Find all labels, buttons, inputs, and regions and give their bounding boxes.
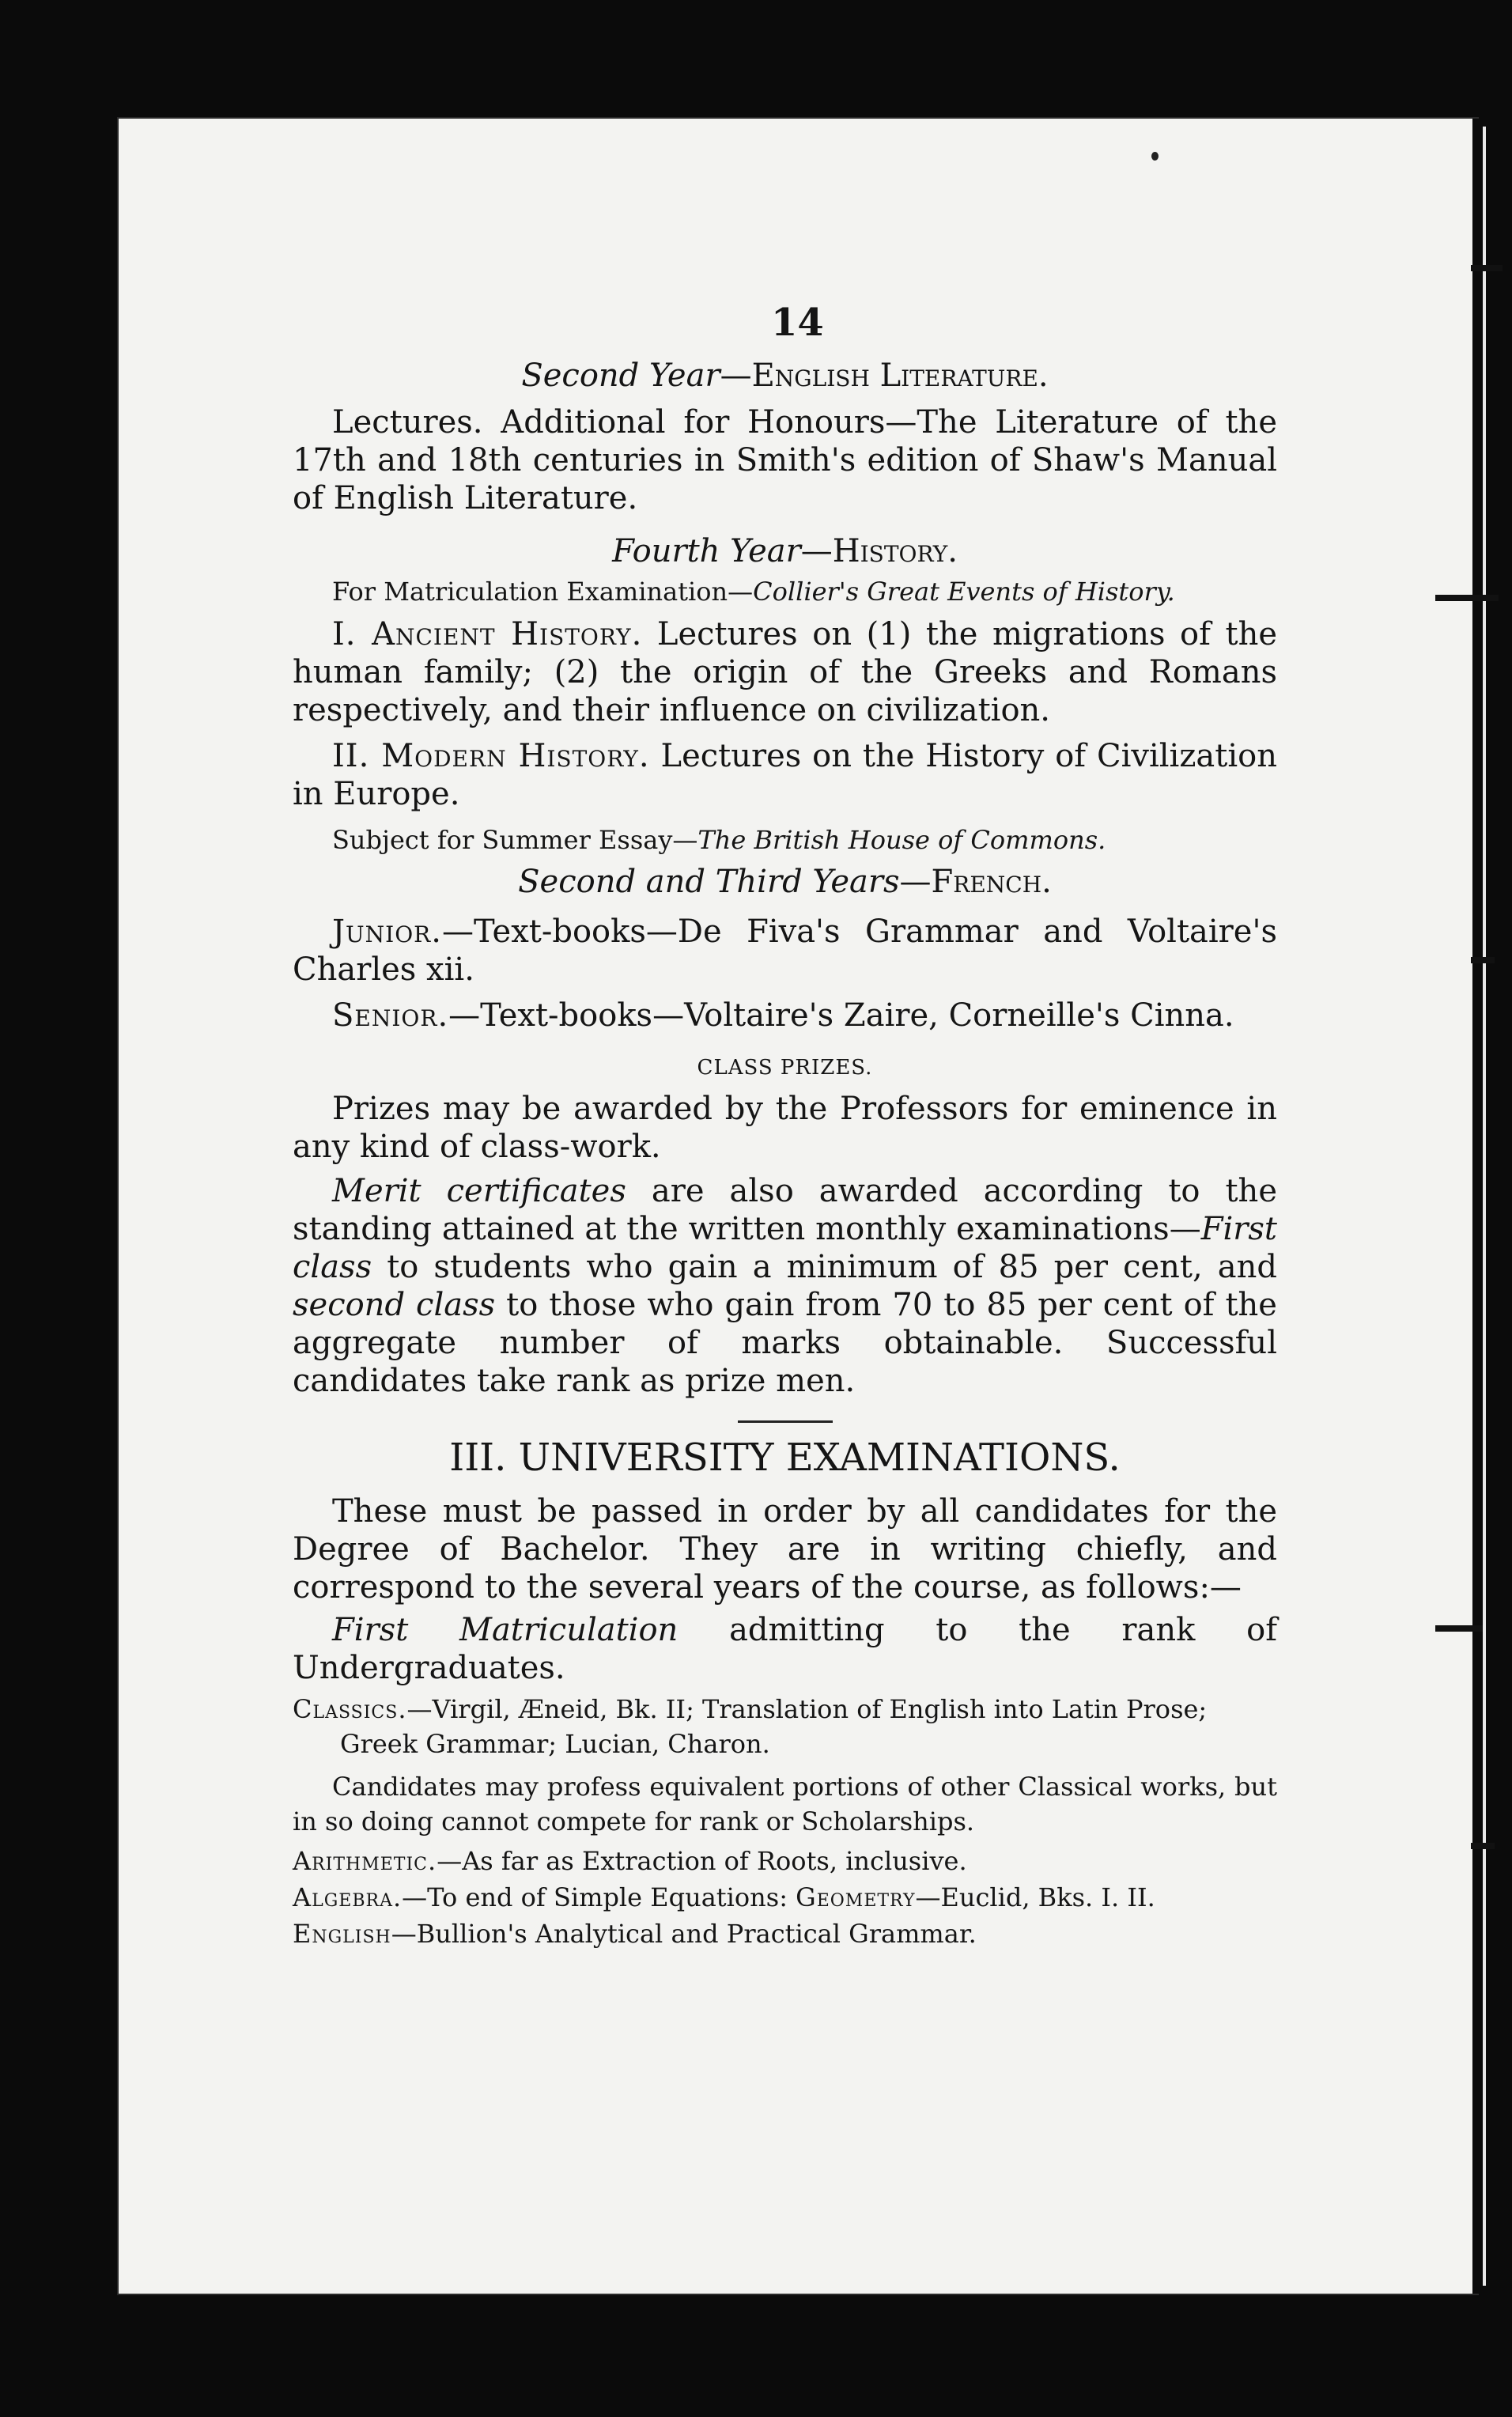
edge-mark: [1435, 595, 1499, 601]
senior-text: —Text-books—Voltaire's Zaire, Corneille's Cinna.: [448, 997, 1234, 1034]
edge-mark: [1435, 1625, 1483, 1632]
heading-italic: Second Year: [521, 357, 720, 394]
modern-text: Lectures on the History of Civilization in Europe.: [293, 738, 1277, 812]
heading-rest: —History.: [800, 533, 958, 569]
algebra-text: —To end of Simple Equations:: [402, 1882, 796, 1912]
first-class-term: First class: [293, 1211, 1277, 1285]
exams-heading: III. UNIVERSITY EXAMINATIONS.: [449, 1435, 1121, 1480]
arithmetic-text: —As far as Extraction of Roots, inclusive.: [437, 1846, 967, 1876]
history-heading: [293, 531, 1277, 571]
heading-rest: —English Literature.: [720, 357, 1049, 394]
french-heading: [293, 862, 1277, 902]
english-text: —Bullion's Analytical and Practical Grammar.: [391, 1919, 977, 1949]
equivalent-works-note: Candidates may profess equivalent portions of other Classical works, but in so doing cannot compete for rank or Scholarships.: [293, 1772, 1277, 1836]
exams-intro: These must be passed in order by all candidates for the Degree of Bachelor. They are in writing chiefly, and correspond to the several years of the course, as follows:—: [293, 1493, 1277, 1606]
junior-label: Junior.: [332, 913, 442, 950]
class-prizes-heading: CLASS PRIZES.: [697, 1056, 873, 1080]
adjacent-page-edge: [1472, 119, 1512, 2294]
english-requirement: [293, 1916, 1277, 1951]
geometry-label: Geometry: [796, 1882, 916, 1912]
junior-text: —Text-books—De Fiva's Grammar and Voltaire's Charles xii.: [293, 913, 1277, 988]
edge-mark: [1471, 265, 1503, 271]
french-senior: [293, 997, 1277, 1035]
essay-subject: The British House of Commons.: [697, 825, 1106, 855]
first-matriculation-term: First Matriculation: [332, 1612, 679, 1648]
page-number: 14: [771, 301, 824, 345]
english-label: English: [293, 1919, 391, 1949]
prizes-paragraph: Prizes may be awarded by the Professors for eminence in any kind of class-work.: [293, 1091, 1277, 1165]
geometry-text: —Euclid, Bks. I. II.: [915, 1882, 1155, 1912]
page-edge-line: [1483, 127, 1486, 2286]
matric-book: Collier's Great Events of History.: [753, 577, 1175, 607]
heading-rest: —French.: [899, 864, 1052, 900]
essay-prefix: Subject for Summer Essay—: [332, 825, 698, 855]
merit-text-a: are also awarded according to the standing attained at the written monthly examinations—: [293, 1173, 1277, 1247]
modern-history: [293, 737, 1277, 813]
first-matriculation: [293, 1611, 1277, 1687]
edge-mark: [1471, 957, 1495, 963]
english-body: Lectures. Additional for Honours—The Literature of the 17th and 18th centuries in Smith's edition of Shaw's Manual of English Literature.: [293, 404, 1277, 516]
first-matriculation-text: admitting to the rank of Undergraduates.: [293, 1612, 1278, 1686]
edge-mark: [1471, 1843, 1495, 1849]
ancient-text: Lectures on (1) the migrations of the human family; (2) the origin of the Greeks and Romans respectively, and their influence on civilization.: [293, 616, 1278, 728]
french-junior: [293, 913, 1277, 989]
merit-paragraph: [293, 1172, 1277, 1400]
classics-requirement: [293, 1692, 1277, 1761]
matriculation-note: [293, 574, 1277, 609]
ink-speck: [1151, 152, 1159, 161]
classics-label: Classics.: [293, 1694, 407, 1724]
ancient-history: [293, 615, 1277, 729]
ancient-label: I. Ancient History.: [332, 616, 643, 652]
page-content: [293, 356, 1277, 1951]
classics-text: —Virgil, Æneid, Bk. II; Translation of English into Latin Prose; Greek Grammar; Lucian, Charon.: [340, 1694, 1208, 1759]
section-divider: [738, 1420, 833, 1423]
merit-text-b: to students who gain a minimum of 85 per cent, and: [372, 1249, 1277, 1285]
arithmetic-label: Arithmetic.: [293, 1846, 437, 1876]
matric-prefix: For Matriculation Examination—: [332, 577, 754, 607]
algebra-geometry-requirement: [293, 1880, 1277, 1915]
algebra-label: Algebra.: [293, 1882, 403, 1912]
summer-essay: [293, 823, 1277, 857]
modern-label: II. Modern History.: [332, 738, 650, 774]
heading-italic: Second and Third Years: [518, 864, 900, 900]
merit-text-c: to those who gain from 70 to 85 per cent of the aggregate number of marks obtainable. Successful candidates take rank as prize men.: [293, 1287, 1277, 1399]
senior-label: Senior.: [332, 997, 449, 1034]
merit-term: Merit certificates: [332, 1173, 626, 1209]
second-class-term: second class: [293, 1287, 496, 1323]
english-heading: [293, 356, 1277, 395]
arithmetic-requirement: [293, 1844, 1277, 1878]
heading-italic: Fourth Year: [612, 533, 801, 569]
